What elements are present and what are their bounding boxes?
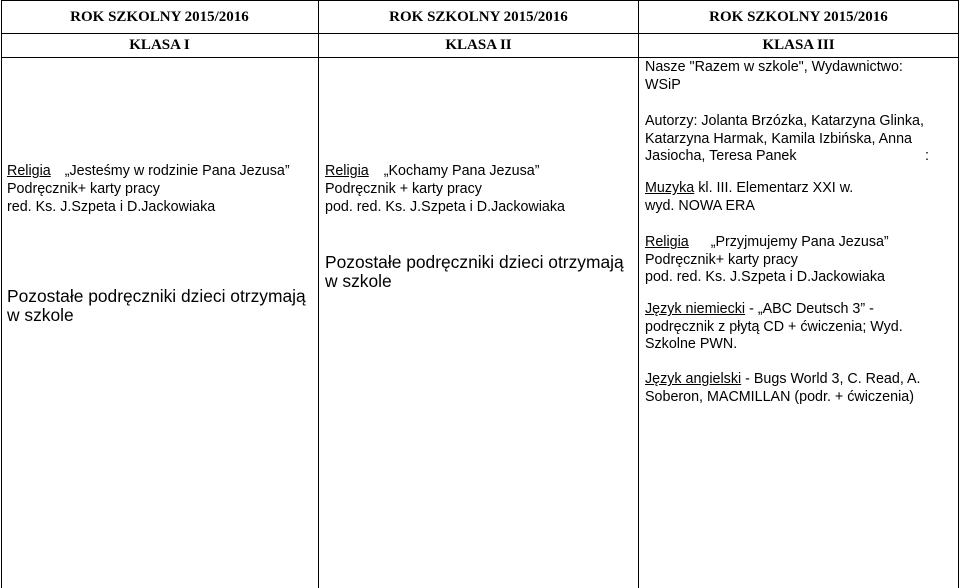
klasa-3-main-book-line: WSiP: [645, 76, 681, 93]
klasa-3-music-subject: Muzyka: [645, 180, 695, 197]
school-year-heading-2: ROK SZKOLNY 2015/2016: [389, 9, 568, 25]
table-right-border: [958, 0, 959, 588]
klasa-3-authors-entry: [645, 113, 929, 166]
klasa-3-religion-subject: Religia: [645, 234, 689, 251]
klasa-3-english-line: Soberon, MACMILLAN (podr. + ćwiczenia): [645, 388, 914, 405]
klasa-3-german-entry: [645, 301, 903, 354]
klasa-1-note-line: Pozostałe podręczniki dzieci otrzymają: [7, 285, 306, 306]
klasa-3-english-entry: [645, 371, 921, 406]
klasa-1-religion-entry: [7, 163, 290, 216]
klasa-1-note-line: w szkole: [7, 304, 74, 325]
klasa-3-main-book-line: Nasze "Razem w szkole", Wydawnictwo:: [645, 59, 903, 75]
klasa-3-religion-line: Podręcznik+ karty pracy: [645, 251, 798, 268]
klasa-2-religion-entry: [325, 163, 565, 216]
klasa-3-main-book-entry: [645, 59, 903, 94]
class-row-divider: [1, 57, 959, 58]
school-year-heading-1: ROK SZKOLNY 2015/2016: [70, 9, 249, 25]
klasa-3-english-details: - Bugs World 3, C. Read, A.: [745, 371, 921, 388]
klasa-3-german-line: podręcznik z płytą CD + ćwiczenia; Wyd.: [645, 318, 903, 335]
klasa-3-authors-line: Autorzy: Jolanta Brzózka, Katarzyna Glinka,: [645, 113, 924, 130]
klasa-3-english-subject: Język angielski: [645, 371, 742, 388]
column-divider-1: [318, 0, 319, 588]
klasa-1-note: [7, 287, 306, 325]
klasa-1-religion-line: Podręcznik+ karty pracy: [7, 180, 160, 197]
klasa-3-religion-title: „Przyjmujemy Pana Jezusa”: [710, 234, 889, 251]
klasa-2-note-line: w szkole: [325, 270, 392, 291]
school-year-heading-3: ROK SZKOLNY 2015/2016: [709, 9, 888, 25]
class-heading-3: KLASA III: [762, 37, 835, 53]
klasa-3-music-line: wyd. NOWA ERA: [645, 197, 755, 214]
klasa-3-authors-line: Jasiocha, Teresa Panek: [645, 148, 797, 165]
klasa-2-religion-line: Podręcznik + karty pracy: [325, 180, 482, 197]
column-divider-2: [638, 0, 639, 588]
klasa-1-religion-subject: Religia: [7, 163, 51, 179]
klasa-2-religion-subject: Religia: [325, 163, 369, 179]
klasa-3-german-subject: Język niemiecki: [645, 301, 746, 318]
klasa-3-german-line: Szkolne PWN.: [645, 336, 738, 353]
klasa-3-authors-trailing-colon: :: [925, 148, 929, 165]
klasa-3-music-entry: [645, 180, 853, 215]
class-heading-1: KLASA I: [129, 37, 190, 53]
class-heading-2: KLASA II: [445, 37, 512, 53]
klasa-2-religion-title: „Kochamy Pana Jezusa”: [383, 163, 540, 179]
klasa-3-german-details: - „ABC Deutsch 3” -: [749, 301, 874, 318]
klasa-2-religion-line: pod. red. Ks. J.Szpeta i D.Jackowiaka: [325, 198, 565, 215]
klasa-1-religion-line: red. Ks. J.Szpeta i D.Jackowiaka: [7, 198, 216, 215]
klasa-3-religion-line: pod. red. Ks. J.Szpeta i D.Jackowiaka: [645, 269, 885, 286]
klasa-2-note-line: Pozostałe podręczniki dzieci otrzymają: [325, 251, 624, 272]
klasa-3-religion-entry: [645, 234, 889, 287]
klasa-1-religion-title: „Jesteśmy w rodzinie Pana Jezusa”: [64, 163, 290, 179]
klasa-3-authors-line: Katarzyna Harmak, Kamila Izbińska, Anna: [645, 130, 912, 147]
klasa-2-note: [325, 253, 624, 291]
klasa-3-music-details: kl. III. Elementarz XXI w.: [698, 180, 854, 197]
table-left-border: [1, 0, 2, 588]
